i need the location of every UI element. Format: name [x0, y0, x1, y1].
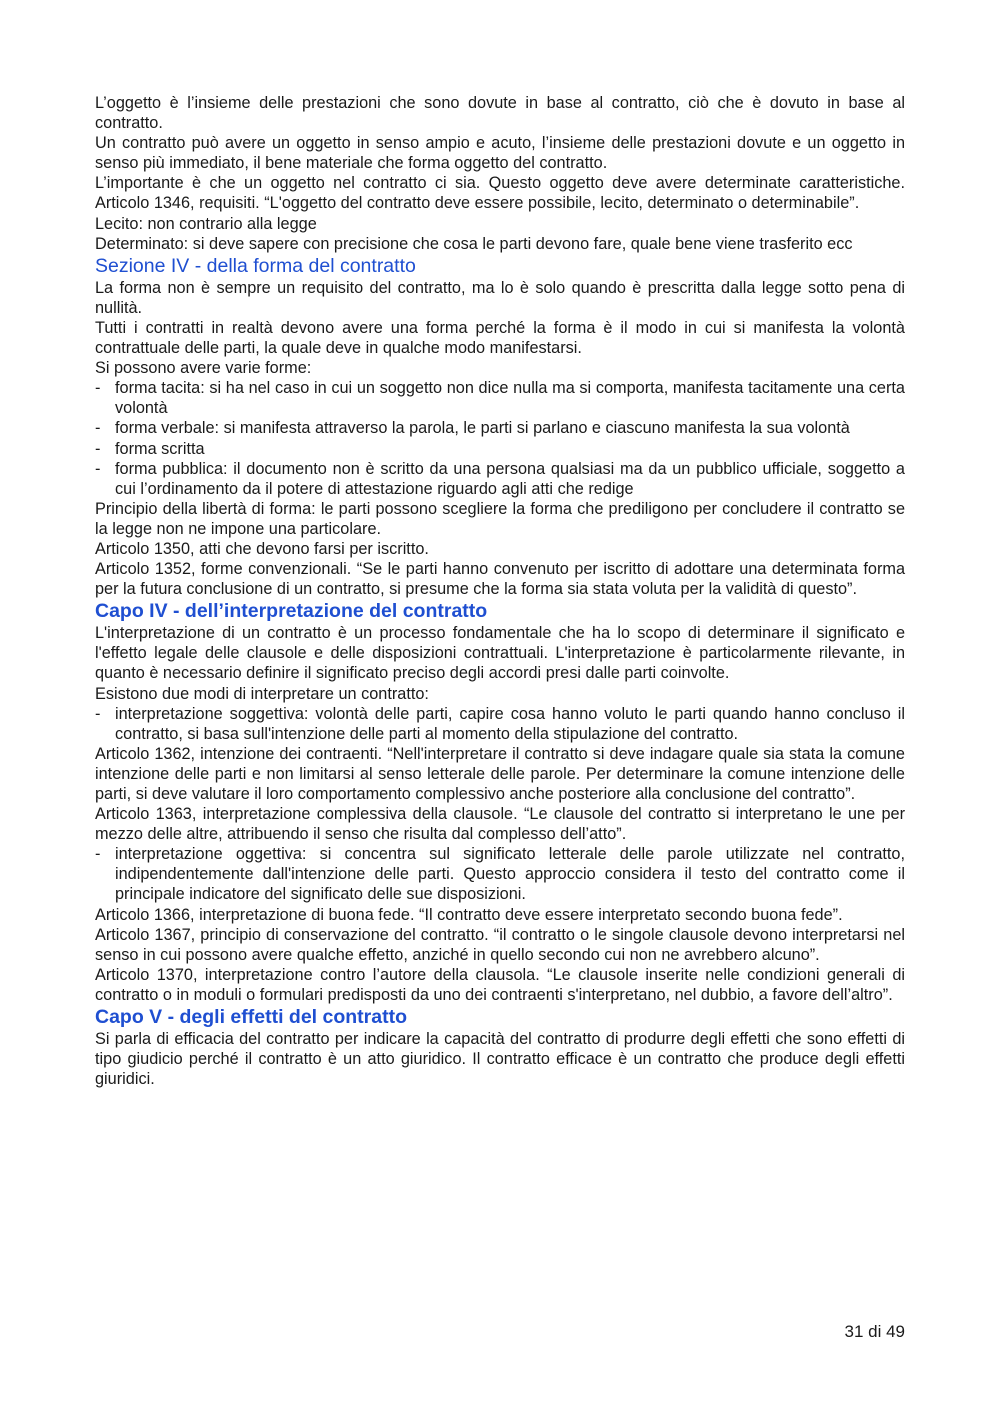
interpretazione-list-2: [95, 844, 905, 904]
paragraph-due-modi: Esistono due modi di interpretare un contratto:: [95, 684, 429, 703]
paragraph-articolo-1367: Articolo 1367, principio di conservazione del contratto. “il contratto o le singole clausole devono interpretarsi nel senso in cui possono avere qualche effetto, anziché in quello secondo cui non ne avrebbero alcuno”.: [95, 925, 905, 964]
interpretazione-list-1: [95, 704, 905, 744]
paragraph-articolo-1363: Articolo 1363, interpretazione complessiva della clausole. “Le clausole del contratto si interpretano le une per mezzo delle altre, attribuendo il senso che risulta dal complesso dell’atto”.: [95, 805, 905, 844]
paragraph-articolo-1362: Articolo 1362, intenzione dei contraenti. “Nell'interpretare il contratto si deve indagare quale sia stata la comune intenzione delle parti e non limitarsi al senso letterale delle parole. Per determinare la comune intenzione delle parti, si deve valutare il loro comportamento complessivo anche posteriore alla conclusione del contratto”.: [95, 744, 905, 803]
paragraph-articolo-1370: Articolo 1370, interpretazione contro l’autore della clausola. “Le clausole inserite nelle condizioni generali di contratto o in moduli o formulari predisposti da uno dei contraenti s'interpretano, nel dubbio, a favore dell’altro”.: [95, 965, 905, 1004]
section-heading-forma: Sezione IV - della forma del contratto: [95, 254, 416, 277]
paragraph-determinato: Determinato: si deve sapere con precisione che cosa le parti devono fare, quale bene viene trasferito ecc: [95, 234, 853, 253]
paragraph-articolo-1366: Articolo 1366, interpretazione di buona fede. “Il contratto deve essere interpretato secondo buona fede”.: [95, 905, 843, 924]
paragraph-articolo-1352: Articolo 1352, forme convenzionali. “Se le parti hanno convenuto per iscritto di adottare una determinata forma per la futura conclusione di un contratto, si presume che la forma sia stata voluta per la validità di questo”.: [95, 560, 905, 599]
paragraph-articolo-1350: Articolo 1350, atti che devono farsi per iscritto.: [95, 539, 429, 558]
chapter-heading-effetti: Capo V - degli effetti del contratto: [95, 1006, 408, 1029]
paragraph-efficacia: Si parla di efficacia del contratto per indicare la capacità del contratto di produrre degli effetti che sono effetti di tipo giudicio perché il contratto è un atto giuridico. Il contratto efficace è un contratto che produce degli effetti giuridici.: [95, 1030, 905, 1089]
list-item: - forma verbale: si manifesta attraverso la parola, le parti si parlano e ciascuno manifesta la sua volontà: [95, 418, 905, 438]
list-item: - interpretazione soggettiva: volontà delle parti, capire cosa hanno voluto le parti quando hanno concluso il contratto, si basa sull'intenzione delle parti al momento della stipulazione del contratto.: [95, 704, 905, 744]
list-item: - forma pubblica: il documento non è scritto da una persona qualsiasi ma da un pubblico ufficiale, soggetto a cui l’ordinamento da il potere di attestazione riguardo agli atti che redige: [95, 459, 905, 499]
paragraph-oggetto-definizione: L’oggetto è l’insieme delle prestazioni che sono dovute in base al contratto, ciò che è dovuto in base al contratto.: [95, 94, 905, 133]
paragraph-varie-forme: Si possono avere varie forme:: [95, 359, 312, 378]
paragraph-liberta-forma: Principio della libertà di forma: le parti possono scegliere la forma che prediligono per concludere il contratto se la legge non ne impone una particolare.: [95, 499, 905, 538]
paragraph-oggetto-sensi: Un contratto può avere un oggetto in senso ampio e acuto, l’insieme delle prestazioni dovute e un oggetto in senso più immediato, il bene materiale che forma oggetto del contratto.: [95, 134, 905, 173]
list-item: - forma tacita: si ha nel caso in cui un soggetto non dice nulla ma si comporta, manifesta tacitamente una certa volontà: [95, 378, 905, 418]
page-number: 31 di 49: [844, 1322, 905, 1341]
paragraph-lecito: Lecito: non contrario alla legge: [95, 214, 317, 233]
paragraph-interpretazione-intro: L'interpretazione di un contratto è un processo fondamentale che ha lo scopo di determinare il significato e l'effetto legale delle clausole e delle disposizioni contrattuali. L'interpretazione è particolarmente rilevante, in quanto è necessario definire il significato preciso degli accordi presi dalle parti coinvolte.: [95, 624, 905, 683]
paragraph-articolo-1346: L’importante è che un oggetto nel contratto ci sia. Questo oggetto deve avere determinate caratteristiche. Articolo 1346, requisiti. “L'oggetto del contratto deve essere possibile, lecito, determinato o determinabile”.: [95, 174, 905, 213]
list-item: - interpretazione oggettiva: si concentra sul significato letterale delle parole utilizzate nel contratto, indipendentemente dall'intenzione delle parti. Questo approccio considera il testo del contratto come il principale indicatore del significato delle sue disposizioni.: [95, 844, 905, 904]
chapter-heading-interpretazione: Capo IV - dell’interpretazione del contratto: [95, 600, 488, 623]
paragraph-forma-volonta: Tutti i contratti in realtà devono avere una forma perché la forma è il modo in cui si manifesta la volontà contrattuale delle parti, la quale deve in qualche modo manifestarsi.: [95, 318, 905, 358]
list-item: - forma scritta: [95, 439, 905, 459]
document-page: [95, 93, 905, 1089]
forme-list: [95, 378, 905, 499]
paragraph-forma-requisito: La forma non è sempre un requisito del contratto, ma lo è solo quando è prescritta dalla legge sotto pena di nullità.: [95, 278, 905, 317]
